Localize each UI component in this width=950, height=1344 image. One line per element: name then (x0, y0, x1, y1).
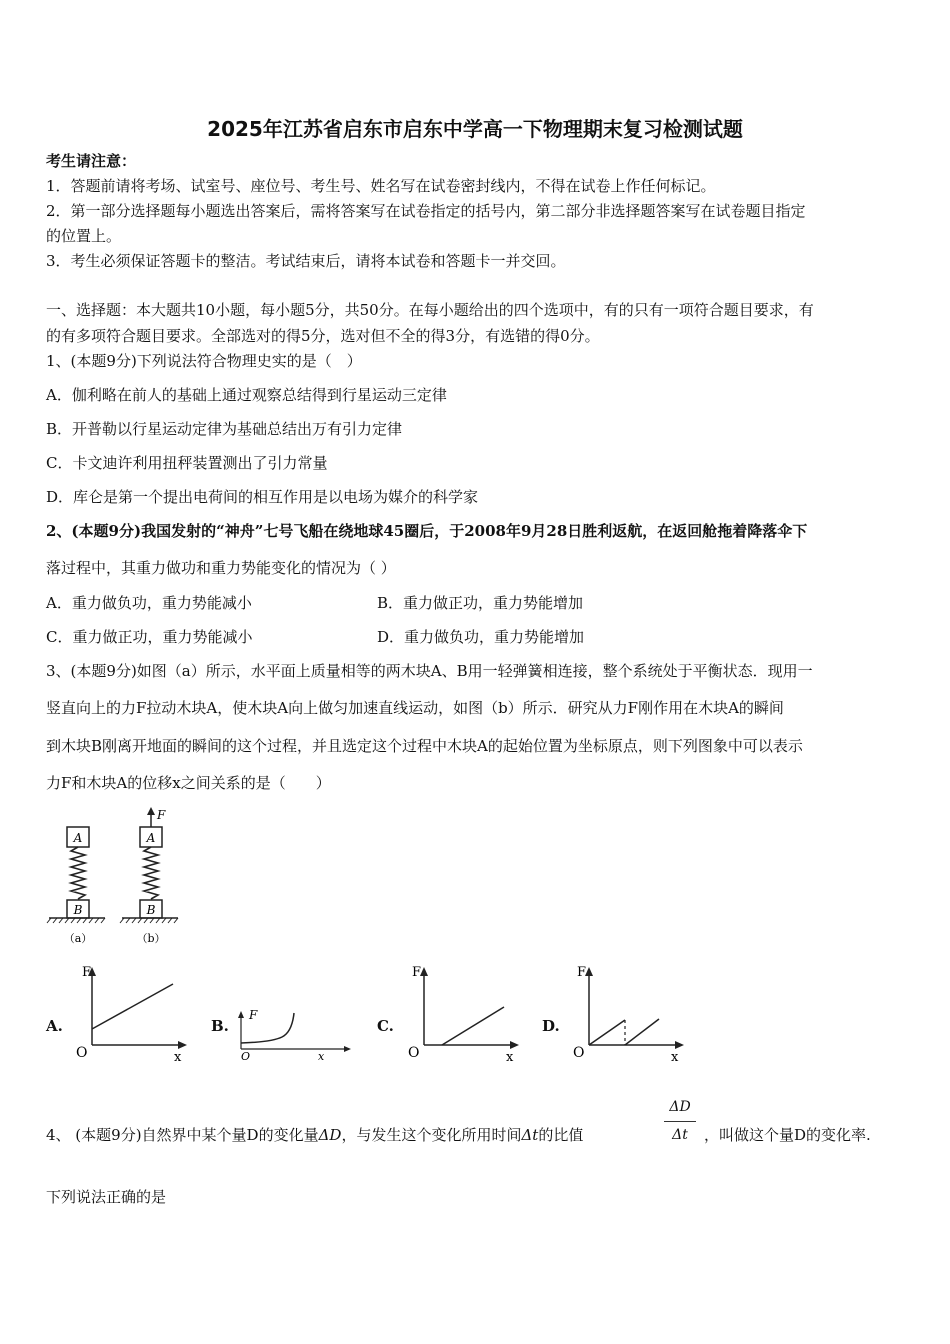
axis-x-label: x (506, 1050, 514, 1065)
question-2-stem: 落过程中，其重力做功和重力势能变化的情况为（ ） (46, 559, 396, 577)
x-axis-arrow (344, 1046, 351, 1052)
question-4-mid2: 的比值 (538, 1126, 584, 1144)
question-2-option-b: B．重力做正功，重力势能增加 (377, 594, 584, 612)
y-axis-arrow (585, 967, 593, 976)
axis-x-label: x (174, 1050, 182, 1065)
origin-label: O (573, 1045, 585, 1061)
question-4-stem (46, 1125, 583, 1145)
graph-option-d (569, 962, 691, 1066)
block-a-label: A (146, 831, 156, 845)
question-2-stem: 2、(本题9分)我国发射的“神舟”七号飞船在绕地球45圈后，于2008年9月28日胜利返航，在返回舱拖着降落伞下 (46, 522, 808, 540)
figure-a (47, 827, 105, 945)
question-2-option-d: D．重力做负功，重力势能增加 (377, 628, 585, 646)
question-4-prefix: 4、 (本题9分)自然界中某个量D的变化量 (46, 1126, 319, 1144)
question-3-stem: 3、(本题9分)如图（a）所示，水平面上质量相等的两木块A、B用一轻弹簧相连接，整个系统处于平衡状态．现用一 (46, 662, 813, 680)
x-axis-arrow (675, 1041, 684, 1049)
fraction-denominator: Δt (672, 1127, 688, 1143)
graph-line (442, 1007, 504, 1045)
graph-option-b-label: B. (211, 1017, 229, 1035)
section-instruction: 一、选择题：本大题共10小题，每小题5分，共50分。在每小题给出的四个选项中，有的只有一项符合题目要求，有 (46, 301, 814, 319)
graph-option-b (232, 1003, 354, 1063)
question-1-option-a: A．伽利略在前人的基础上通过观察总结得到行星运动三定律 (46, 386, 447, 404)
origin-label: O (76, 1045, 88, 1061)
delta-d: ΔD (318, 1126, 342, 1144)
question-3-stem: 力F和木块A的位移x之间关系的是（ ） (46, 774, 331, 792)
y-axis-arrow (420, 967, 428, 976)
section-instruction: 的有多项符合题目要求。全部选对的得5分，选对但不全的得3分，有选错的得0分。 (46, 327, 600, 345)
spring (71, 847, 85, 899)
delta-t: Δt (521, 1126, 539, 1144)
fraction-numerator: ΔD (669, 1099, 691, 1115)
question-1-option-d: D．库仑是第一个提出电荷间的相互作用是以电场为媒介的科学家 (46, 488, 479, 506)
axis-x-label: x (671, 1050, 679, 1065)
notice-heading: 考生请注意： (46, 152, 137, 170)
question-4-suffix: ，叫做这个量D的变化率. (704, 1126, 871, 1144)
question-3-stem: 到木块B刚离开地面的瞬间的这个过程，并且选定这个过程中木块A的起始位置为坐标原点，则下列图象中可以表示 (46, 737, 803, 755)
question-4-next-line: 下列说法正确的是 (46, 1188, 167, 1206)
force-arrow-head (147, 807, 155, 815)
axis-f-label: F (412, 965, 422, 980)
graph-option-c (404, 962, 526, 1066)
y-axis-arrow (238, 1011, 244, 1018)
question-3-stem: 竖直向上的力F拉动木块A，使木块A向上做匀加速直线运动，如图（b）所示．研究从力F刚作用在木块A的瞬间 (46, 699, 784, 717)
x-axis-arrow (510, 1041, 519, 1049)
notice-item: 3．考生必须保证答题卡的整洁。考试结束后，请将本试卷和答题卡一并交回。 (46, 252, 566, 270)
spring (144, 847, 158, 899)
question-2-option-c: C．重力做正功，重力势能减小 (46, 628, 253, 646)
graph-option-d-label: D. (542, 1017, 560, 1035)
graph-line (589, 1020, 625, 1045)
notice-item: 1．答题前请将考场、试室号、座位号、考生号、姓名写在试卷密封线内，不得在试卷上作任何标记。 (46, 177, 716, 195)
notice-item: 2．第一部分选择题每小题选出答案后，需将答案写在试卷指定的括号内，第二部分非选择题答案写在试卷题目指定 (46, 202, 806, 220)
block-a-label: A (73, 831, 83, 845)
fraction-bar (664, 1121, 696, 1122)
question-2-option-a: A．重力做负功，重力势能减小 (46, 594, 252, 612)
question-1-option-b: B．开普勒以行星运动定律为基础总结出万有引力定律 (46, 420, 403, 438)
origin-label: O (241, 1050, 251, 1063)
axis-f-label: F (82, 965, 92, 980)
question-4-mid: ，与发生这个变化所用时间 (341, 1126, 522, 1144)
force-label: F (157, 808, 166, 822)
graph-option-c-label: C. (377, 1017, 394, 1035)
block-b-label: B (73, 903, 83, 917)
graph-line (625, 1019, 659, 1045)
x-axis-arrow (178, 1041, 187, 1049)
question-1-option-c: C．卡文迪许利用扭秤装置测出了引力常量 (46, 454, 328, 472)
figure-a-label: （a） (63, 932, 93, 945)
axis-f-label: F (577, 965, 587, 980)
figure-b-label: （b） (136, 932, 166, 945)
origin-label: O (408, 1045, 420, 1061)
figure-b (120, 807, 178, 945)
axis-f-label: F (249, 1008, 258, 1022)
spring-block-figure (45, 805, 185, 947)
graph-option-a (72, 962, 194, 1066)
graph-option-a-label: A. (46, 1017, 63, 1035)
page-title: 2025年江苏省启东市启东中学高一下物理期末复习检测试题 (207, 117, 743, 141)
notice-item: 的位置上。 (46, 227, 122, 245)
question-1-stem: 1、(本题9分)下列说法符合物理史实的是（ ） (46, 352, 362, 370)
axis-x-label: x (318, 1050, 325, 1063)
graph-line (92, 984, 173, 1029)
block-b-label: B (146, 903, 156, 917)
